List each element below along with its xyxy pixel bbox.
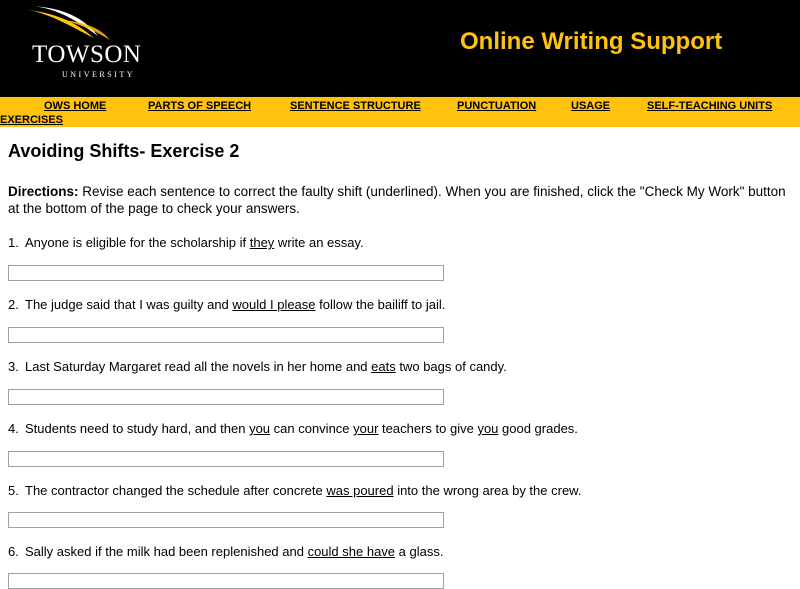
- directions-text: Revise each sentence to correct the faulty shift (underlined). When you are finished, click the "Check My Work" button at the bottom of the page to check your answers.: [8, 184, 786, 216]
- site-title: Online Writing Support: [460, 28, 723, 55]
- question-text: Anyone is eligible for the scholarship if: [25, 235, 250, 250]
- question-text: follow the bailiff to jail.: [315, 297, 446, 312]
- nav-ows-home[interactable]: OWS HOME: [44, 100, 107, 112]
- nav-self-teaching-units[interactable]: SELF-TEACHING UNITS: [647, 100, 773, 112]
- question-4: [8, 421, 578, 436]
- question-number: 6.: [8, 544, 19, 559]
- faulty-shift: would I please: [232, 297, 316, 312]
- question-text: can convince: [270, 421, 354, 436]
- nav-punctuation[interactable]: PUNCTUATION: [457, 100, 537, 112]
- directions: [8, 183, 792, 217]
- question-text: teachers to give: [378, 421, 478, 436]
- answer-input-6[interactable]: [8, 573, 444, 589]
- site-header: [0, 0, 800, 97]
- question-text: The judge said that I was guilty and: [25, 297, 233, 312]
- faulty-shift: you: [477, 421, 499, 436]
- faulty-shift: they: [249, 235, 275, 250]
- question-number: 4.: [8, 421, 19, 436]
- faulty-shift: your: [353, 421, 379, 436]
- answer-input-4[interactable]: [8, 451, 444, 467]
- page-title: Avoiding Shifts- Exercise 2: [8, 141, 240, 161]
- nav-exercises[interactable]: EXERCISES: [0, 114, 63, 126]
- logo-name: TOWSON: [32, 41, 142, 68]
- question-text: a glass.: [395, 544, 444, 559]
- faulty-shift: could she have: [307, 544, 396, 559]
- question-text: write an essay.: [274, 235, 364, 250]
- directions-label: Directions:: [8, 184, 79, 199]
- question-2: [8, 297, 445, 312]
- nav-sentence-structure[interactable]: SENTENCE STRUCTURE: [290, 100, 421, 112]
- faulty-shift: was poured: [326, 483, 394, 498]
- towson-logo[interactable]: [22, 4, 152, 82]
- nav-usage[interactable]: USAGE: [571, 100, 611, 112]
- question-text: Students need to study hard, and then: [25, 421, 250, 436]
- question-text: into the wrong area by the crew.: [393, 483, 582, 498]
- question-text: good grades.: [498, 421, 578, 436]
- answer-input-2[interactable]: [8, 327, 444, 343]
- question-5: [8, 483, 581, 498]
- question-6: [8, 544, 443, 559]
- answer-input-3[interactable]: [8, 389, 444, 405]
- question-text: Sally asked if the milk had been replenished and: [25, 544, 308, 559]
- main-nav: [0, 97, 800, 127]
- answer-input-1[interactable]: [8, 265, 444, 281]
- question-number: 3.: [8, 359, 19, 374]
- question-1: [8, 235, 364, 250]
- question-number: 2.: [8, 297, 19, 312]
- nav-parts-of-speech[interactable]: PARTS OF SPEECH: [148, 100, 252, 112]
- question-number: 1.: [8, 235, 19, 250]
- question-3: [8, 359, 507, 374]
- question-text: two bags of candy.: [395, 359, 507, 374]
- logo-subtitle: UNIVERSITY: [62, 70, 135, 79]
- question-text: Last Saturday Margaret read all the novels in her home and: [25, 359, 372, 374]
- faulty-shift: eats: [371, 359, 396, 374]
- faulty-shift: you: [249, 421, 271, 436]
- question-number: 5.: [8, 483, 19, 498]
- question-text: The contractor changed the schedule after concrete: [25, 483, 327, 498]
- answer-input-5[interactable]: [8, 512, 444, 528]
- flame-swoosh-icon: [22, 4, 152, 44]
